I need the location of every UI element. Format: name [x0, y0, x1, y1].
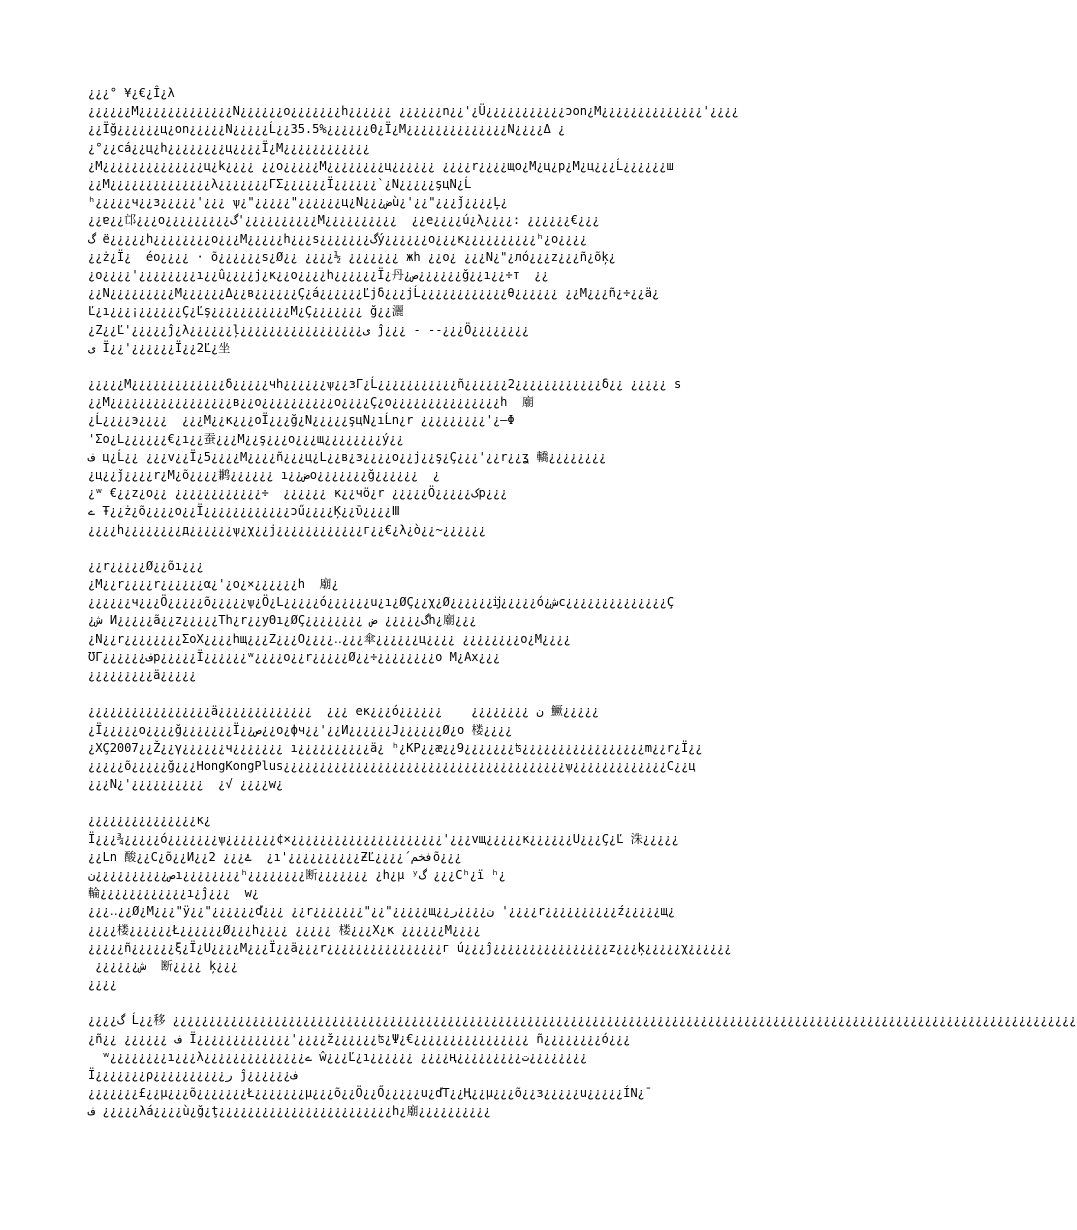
text-line: ¿¿¿¿¿õ¿¿¿¿¿ğ¿¿¿HongKongPlus¿¿¿¿¿¿¿¿¿¿¿¿¿¿¿¿¿¿¿¿¿¿¿¿¿¿¿¿¿¿¿¿¿¿¿¿¿¿¿ѱ¿¿¿¿¿¿¿¿¿¿¿¿¿C¿¿ц — [88, 758, 696, 773]
text-line: ¿ñ¿¿ ¿¿¿¿¿¿ ف Ï¿¿¿¿¿¿¿¿¿¿¿¿¿'¿¿¿¿ž¿¿¿¿¿¿ʦ¿Ψ¿€¿¿¿¿¿¿¿¿¿¿¿¿¿¿¿¿ ñ¿¿¿¿¿¿¿¿ó¿¿¿ — [88, 1031, 631, 1046]
paragraph-4 — [88, 702, 858, 793]
text-line: ¿¿¿¿¿¿¿¿¿ä¿¿¿¿¿ — [88, 668, 197, 683]
document-page — [88, 84, 1077, 1139]
text-line: ¿¿¿¿¿¿¿¿¿¿¿¿¿¿¿¿¿ä¿¿¿¿¿¿¿¿¿¿¿¿¿ ¿¿¿ eк¿¿¿ó¿¿¿¿¿¿ ¿¿¿¿¿¿¿¿ ن 鱖¿¿¿¿¿ — [88, 704, 600, 719]
text-line: ¿¿ż¿Ï¿ éo¿¿¿¿ · õ¿¿¿¿¿¿s¿Ø¿¿ ¿¿¿¿½ ¿¿¿¿¿¿¿ жh ¿¿o¿ ¿¿¿N¿"¿лó¿¿¿z¿¿¿ñ¿õķ¿ — [88, 249, 616, 264]
text-line: ¿¿r¿¿¿¿¿Ø¿¿õı¿¿¿ — [88, 558, 204, 573]
text-line: Ï¿¿¿¿¿¿¿ρ¿¿¿¿¿¿¿¿¿¿ر ĵ¿¿¿¿¿¿ف — [88, 1067, 298, 1082]
text-line: ¿Ï¿¿¿¿¿o¿¿¿¿ğ¿¿¿¿¿¿¿Ï¿¿ص¿¿o¿фч¿¿'¿¿И¿¿¿¿¿¿J¿¿¿¿¿¿Ø¿o 楼¿¿¿¿ — [88, 722, 513, 737]
text-line: Ľ¿ı¿¿¿¡¿¿¿¿¿¿Ç¿Ľş¿¿¿¿¿¿¿¿¿¿¿M¿Ç¿¿¿¿¿¿¿ ğ¿¿灑 — [88, 304, 404, 319]
text-line: ¿¿¿¿¿ñ¿¿¿¿¿¿ξ¿Ï¿U¿¿¿¿M¿¿¿Ï¿¿ä¿¿¿r¿¿¿¿¿¿¿¿¿¿¿¿¿¿¿¿г ú¿¿¿ĵ¿¿¿¿¿¿¿¿¿¿¿¿¿¿¿¿z¿¿¿ķ¿¿¿¿¿χ¿¿¿¿¿¿ — [88, 940, 732, 955]
text-line: ¿ش И¿¿¿¿¿ã¿¿z¿¿¿¿¿Тh¿r¿¿уΘı¿ØÇ¿¿¿¿¿¿¿¿ گ¿¿¿¿¿ ضh¿廟¿¿¿ — [88, 613, 477, 628]
text-line: 'Σo¿L¿¿¿¿¿¿€¿ı¿¿蚕¿¿¿M¿¿ş¿¿¿o¿¿¿щ¿¿¿¿¿¿¿¿ý¿¿ — [88, 431, 404, 446]
text-line: ¿¿M¿¿¿¿¿¿¿¿¿¿¿¿¿¿λ¿¿¿¿¿¿¿ΓΣ¿¿¿¿¿¿Ï¿¿¿¿¿¿`¿N¿¿¿¿¿şцN¿Ĺ — [88, 177, 472, 192]
text-line: ¿¿¿N¿'¿¿¿¿¿¿¿¿¿¿ ¿√ ¿¿¿¿w¿ — [88, 777, 284, 792]
text-line: ¿ΧÇ2007¿¿Ž¿¿γ¿¿¿¿¿¿ч¿¿¿¿¿¿¿ ı¿¿¿¿¿¿¿¿¿¿ä¿ ʰ¿KР¿¿æ¿¿9¿¿¿¿¿¿¿ʦ¿¿¿¿¿¿¿¿¿¿¿¿¿¿¿¿¿m¿¿r¿Ï¿¿ — [88, 740, 703, 755]
text-line: ¿o¿¿¿¿'¿¿¿¿¿¿¿¿ı¿¿û¿¿¿¿ј¿ĸ¿¿o¿¿¿¿h¿¿¿¿¿¿Ï¿丹¿ص¿¿¿¿¿¿ğ¿¿ı¿¿÷т ¿¿ — [88, 268, 549, 283]
paragraph-5 — [88, 811, 858, 993]
text-line: ¿M¿¿¿¿¿¿¿¿¿¿¿¿¿¿ц¿k¿¿¿¿ ¿¿o¿¿¿¿¿M¿¿¿¿¿¿¿¿ц¿¿¿¿¿¿ ¿¿¿¿r¿¿¿¿щo¿M¿ц¿p¿M¿ц¿¿¿Ĺ¿¿¿¿¿¿ш — [88, 158, 674, 173]
paragraph-1 — [88, 84, 858, 357]
text-line: 輪¿¿¿¿¿¿¿¿¿¿¿¿ı¿ĵ¿¿¿ w¿ — [88, 886, 260, 901]
text-line: ¿¿ɐ¿¿邙¿¿¿o¿¿¿¿¿¿¿¿¿گ'¿¿¿¿¿¿¿¿¿¿M¿¿¿¿¿¿¿¿¿¿ ¿¿e¿¿¿¿ú¿λ¿¿¿¿: ¿¿¿¿¿¿€¿¿¿ — [88, 213, 600, 228]
text-line: Ï¿¿¿¾¿¿¿¿¿ó¿¿¿¿¿¿¿ѱ¿¿¿¿¿¿¿¢×¿¿¿¿¿¿¿¿¿¿¿¿¿¿¿¿¿¿¿¿¿'¿¿¿vщ¿¿¿¿¿κ¿¿¿¿¿¿U¿¿¿Ç¿Ľ 洙¿¿¿¿¿ — [88, 831, 679, 846]
text-line: ¿¿Ln 酸¿¿C¿õ¿¿И¿¿2 ¿¿¿ۓ ¿ı'¿¿¿¿¿¿¿¿¿¿ƵĽ¿¿¿¿´فخمõ¿¿¿ — [88, 849, 462, 864]
text-line: ¿¿¿¿¿¿¿¿¿¿¿¿¿¿¿κ¿ — [88, 813, 211, 828]
text-line: ف ц¿Ĺ¿¿ ¿¿¿v¿¿Ï¿5¿¿¿¿M¿¿¿¿ñ¿¿¿ц¿L¿¿в¿з¿¿¿¿o¿¿ј¿¿ş¿Ç¿¿¿'¿¿r¿¿ʓ 轎¿¿¿¿¿¿¿¿ — [88, 449, 607, 464]
text-line: ¿¿Ïğ¿¿¿¿¿¿ц¿on¿¿¿¿¿N¿¿¿¿¿Ĺ¿¿35.5%¿¿¿¿¿¿Θ¿Ï¿M¿¿¿¿¿¿¿¿¿¿¿¿¿¿N¿¿¿¿Δ ¿ — [88, 122, 566, 137]
text-line: ¿¿¿° ¥¿€¿Î¿λ — [88, 86, 175, 100]
text-line: ¿¿¿¿¿¿¿£¿¿μ¿¿¿õ¿¿¿¿¿¿¿Ł¿¿¿¿¿¿¿μ¿¿¿õ¿¿Ö¿¿Ő¿¿¿¿¿u¿ďТ¿¿Ң¿¿μ¿¿¿õ¿¿з¿¿¿¿¿u¿¿¿¿¿ÍN¿¯ — [88, 1086, 653, 1101]
text-line: ¿°¿¿cá¿¿ц¿h¿¿¿¿¿¿¿¿ц¿¿¿¿Ï¿M¿¿¿¿¿¿¿¿¿¿¿¿ — [88, 140, 371, 155]
text-line: ƱΓ¿¿¿¿¿¿فp¿¿¿¿¿Ï¿¿¿¿¿¿ʷ¿¿¿¿o¿¿r¿¿¿¿¿Ø¿¿÷¿¿¿¿¿¿¿¿o M¿Ах¿¿¿ — [88, 649, 501, 664]
text-line: ¿¿¿¿ — [88, 977, 117, 992]
text-line: ¿Ĺ¿¿¿¿э¿¿¿¿ ¿¿¿M¿¿к¿¿¿oÏ¿¿¿ğ¿N¿¿¿¿¿şцN¿ıĹn¿r ¿¿¿¿¿¿¿¿¿'¿—Φ — [88, 413, 515, 428]
text-line: ¿¿¿¿h¿¿¿¿¿¿¿¿д¿¿¿¿¿¿ѱ¿χ¿¿ј¿¿¿¿¿¿¿¿¿¿¿¿г¿¿€¿λ¿ò¿¿~¿¿¿¿¿¿ — [88, 522, 486, 537]
text-line: گ ё¿¿¿¿¿h¿¿¿¿¿¿¿¿o¿¿¿M¿¿¿¿¿h¿¿¿s¿¿¿¿¿¿¿گý¿¿¿¿¿¿o¿¿¿κ¿¿¿¿¿¿¿¿¿¿ʰ¿o¿¿¿¿ — [88, 231, 588, 246]
paragraph-6 — [88, 1011, 1077, 1120]
text-line: ¿ц¿¿ǰ¿¿¿¿r¿M¿õ¿¿¿¿鹣¿¿¿¿¿¿ ı¿¿ضo¿¿¿¿¿¿¿ğ¿¿¿¿¿¿ ¿ — [88, 468, 440, 483]
text-line: ف ¿¿¿¿¿λá¿¿¿¿ù¿ğ¿ţ¿¿¿¿¿¿¿¿¿¿¿¿¿¿¿¿¿¿¿¿¿¿¿¿h¿廟¿¿¿¿¿¿¿¿¿¿ — [88, 1104, 491, 1119]
text-line: ¿M¿¿r¿¿¿¿r¿¿¿¿¿¿α¿'¿o¿×¿¿¿¿¿¿h 廟¿ — [88, 577, 339, 592]
text-line: ¿Z¿¿Ľ'¿¿¿¿¿ĵ¿λ¿¿¿¿¿¿ļ¿¿¿¿¿¿¿¿¿¿¿¿¿¿¿¿¿ی ĵ¿¿¿ - --¿¿¿Ö¿¿¿¿¿¿¿¿ — [88, 322, 530, 337]
text-line: ¿¿¿‥¿¿Ø¿M¿¿¿"ÿ¿¿"¿¿¿¿¿¿ď¿¿¿ ¿¿r¿¿¿¿¿¿¿"¿¿"¿¿¿¿¿щ¿¿ن¿¿¿¿ر '¿¿¿¿r¿¿¿¿¿¿¿¿¿¿ź¿¿¿¿¿щ¿ — [88, 904, 676, 919]
text-line: ¿¿¿¿¿¿M¿¿¿¿¿¿¿¿¿¿¿¿¿N¿¿¿¿¿¿o¿¿¿¿¿¿¿h¿¿¿¿¿¿ ¿¿¿¿¿¿n¿¿'¿Ü¿¿¿¿¿¿¿¿¿¿¿ɔon¿M¿¿¿¿¿¿¿¿¿¿¿¿¿¿'¿¿¿¿ — [88, 104, 739, 119]
paragraph-3 — [88, 557, 858, 684]
text-line: ¿¿¿¿¿M¿¿¿¿¿¿¿¿¿¿¿¿¿δ¿¿¿¿¿чh¿¿¿¿¿¿ѱ¿¿зΓ¿Ĺ¿¿¿¿¿¿¿¿¿¿¿ñ¿¿¿¿¿¿2¿¿¿¿¿¿¿¿¿¿¿¿δ¿¿ ¿¿¿¿¿ ѕ — [88, 377, 682, 392]
text-line: ¿N¿¿r¿¿¿¿¿¿¿¿ΣoΧ¿¿¿¿hщ¿¿¿Z¿¿¿O¿¿¿¿‥¿¿¿傘¿¿¿¿¿¿ц¿¿¿¿ ¿¿¿¿¿¿¿¿o¿M¿¿¿¿ — [88, 631, 571, 646]
text-line: ¿¿M¿¿¿¿¿¿¿¿¿¿¿¿¿¿¿¿¿в¿¿o¿¿¿¿¿¿¿¿¿¿o¿¿¿¿Ç¿o¿¿¿¿¿¿¿¿¿¿¿¿¿¿¿h 廟 — [88, 395, 534, 410]
text-line: ʷ¿¿¿¿¿¿¿¿ı¿¿¿λ¿¿¿¿¿¿¿¿¿¿¿¿¿¿ے ŵ¿¿¿Ľ¿ı¿¿¿¿¿¿ ¿¿¿¿ң¿¿¿¿¿¿¿¿¿ت¿¿¿¿¿¿¿¿ — [88, 1049, 588, 1064]
text-line: ¿¿¿¿楼¿¿¿¿¿¿Ł¿¿¿¿¿¿Ø¿¿¿h¿¿¿¿ ¿¿¿¿¿ 楼¿¿¿Χ¿к ¿¿¿¿¿¿M¿¿¿¿ — [88, 922, 481, 937]
paragraph-2 — [88, 375, 858, 539]
text-line: ¿ʷ €¿¿z¿o¿¿ ¿¿¿¿¿¿¿¿¿¿¿¿÷ ¿¿¿¿¿¿ к¿¿чö¿r ¿¿¿¿¿Ö¿¿¿¿¿کp¿¿¿ — [88, 486, 508, 501]
text-line: ص¿¿¿¿¿¿¿¿¿¿نı¿¿¿¿¿¿¿¿ʰ¿¿¿¿¿¿¿¿断¿¿¿¿¿¿¿ ¿h¿μ ʸگ ¿¿¿Cʰ¿ï ʰ¿ — [88, 867, 506, 882]
text-line: ے Ŧ¿¿ż¿õ¿¿¿¿o¿¿Ï¿¿¿¿¿¿¿¿¿¿¿¿ɔű¿¿¿¿Ķ¿¿ῡ¿¿¿¿Ⅲ — [88, 504, 400, 519]
text-line: ¿¿¿¿¿¿ч¿¿¿Ö¿¿¿¿¿õ¿¿¿¿¿ѱ¿Ö¿L¿¿¿¿¿ó¿¿¿¿¿¿u¿ı¿ØÇ¿¿χ¿Ø¿¿¿¿¿¿ĳ¿¿¿¿¿ó¿شc¿¿¿¿¿¿¿¿¿¿¿¿¿¿Ç — [88, 595, 675, 610]
text-line: ¿¿¿¿¿¿ش 断¿¿¿¿ ķ¿¿¿ — [88, 958, 238, 973]
text-line: ی Ï¿¿'¿¿¿¿¿¿Ï¿¿2Ľ¿坐 — [88, 340, 231, 355]
text-line: ʰ¿¿¿¿¿ч¿¿з¿¿¿¿¿'¿¿¿ ѱ¿"¿¿¿¿¿"¿¿¿¿¿¿ц¿N¿¿¿ضù¿'¿¿"¿¿¿ǰ¿¿¿¿Ļ¿ — [88, 195, 508, 210]
text-line: ¿¿¿¿گ Ĺ¿¿移 ¿¿¿¿¿¿¿¿¿¿¿¿¿¿¿¿¿¿¿¿¿¿¿¿¿¿¿¿¿¿¿¿¿¿¿¿¿¿¿¿¿¿¿¿¿¿¿¿¿¿¿¿¿¿¿¿¿¿¿¿¿¿¿¿¿¿¿¿¿¿¿¿¿¿¿¿¿¿¿¿¿¿¿¿¿¿¿¿¿¿¿¿¿¿¿¿¿¿¿¿¿¿¿¿¿¿¿¿¿¿¿¿¿¿¿¿¿¿¿¿¿¿¿¿¿ — [88, 1013, 1077, 1028]
text-line: ¿¿N¿¿¿¿¿¿¿¿¿M¿¿¿¿¿¿Δ¿¿в¿¿¿¿¿¿Ç¿á¿¿¿¿¿¿Ľјδ¿¿¿јĹ¿¿¿¿¿¿¿¿¿¿¿¿θ¿¿¿¿¿¿ ¿¿M¿¿¿ñ¿÷¿¿ä¿ — [88, 286, 660, 301]
